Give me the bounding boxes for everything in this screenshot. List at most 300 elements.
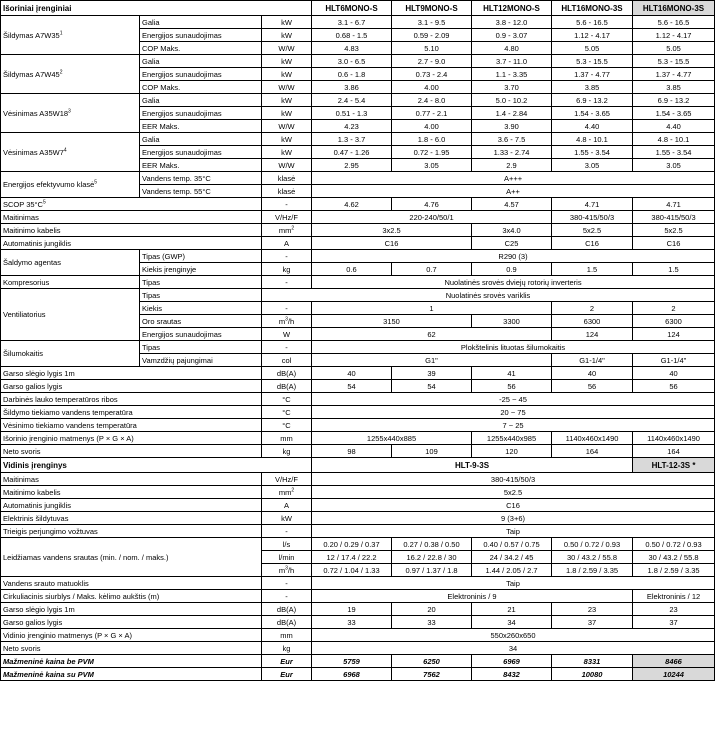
table-row <box>1 538 715 551</box>
param-label: Tipas <box>140 341 262 354</box>
param-label: Energijos sunaudojimas <box>140 29 262 42</box>
value-cell: 6.9 - 13.2 <box>552 94 633 107</box>
value-cell: 30 / 43.2 / 55.8 <box>633 551 715 564</box>
row-label: Vėsinimo tiekiamo vandens temperatūra <box>1 419 262 432</box>
value-cell: 30 / 43.2 / 55.8 <box>552 551 633 564</box>
value-cell: Taip <box>312 577 715 590</box>
unit-cell: l/min <box>262 551 312 564</box>
value-cell: 1.5 <box>552 263 633 276</box>
value-cell: 62 <box>312 328 552 341</box>
row-label: Garso slėgio lygis 1m <box>1 367 262 380</box>
value-cell: 33 <box>312 616 392 629</box>
param-label: Oro srautas <box>140 315 262 328</box>
indoor-section-title: Vidinis įrenginys <box>1 458 312 473</box>
row-label: Maitinimas <box>1 211 262 224</box>
group-label: Šilumokaitis <box>1 341 140 367</box>
unit-cell: W/W <box>262 42 312 55</box>
value-cell: 550x260x650 <box>312 629 715 642</box>
param-label: COP Maks. <box>140 81 262 94</box>
value-cell: 4.80 <box>472 42 552 55</box>
table-row <box>1 276 715 289</box>
value-cell: 1.8 / 2.59 / 3.35 <box>633 564 715 577</box>
value-cell: 3.05 <box>392 159 472 172</box>
value-cell: 0.72 - 1.95 <box>392 146 472 159</box>
value-cell: 0.27 / 0.38 / 0.50 <box>392 538 472 551</box>
param-label: Galia <box>140 94 262 107</box>
table-row <box>1 55 715 68</box>
group-label: Šaldymo agentas <box>1 250 140 276</box>
unit-cell: A <box>262 499 312 512</box>
value-cell: 3.86 <box>312 81 392 94</box>
value-cell: 124 <box>552 328 633 341</box>
value-cell: 1140x460x1490 <box>552 432 633 445</box>
value-cell: 4.00 <box>392 120 472 133</box>
unit-cell: - <box>262 276 312 289</box>
table-row <box>1 616 715 629</box>
value-cell: 5.0 - 10.2 <box>472 94 552 107</box>
value-cell: 19 <box>312 603 392 616</box>
table-row <box>1 172 715 185</box>
unit-cell: W/W <box>262 81 312 94</box>
row-label: Garso galios lygis <box>1 616 262 629</box>
value-cell: 124 <box>633 328 715 341</box>
unit-cell: °C <box>262 419 312 432</box>
value-cell: 4.57 <box>472 198 552 211</box>
unit-cell: W <box>262 328 312 341</box>
price-cell: 8331 <box>552 655 633 668</box>
unit-cell: - <box>262 198 312 211</box>
param-label: Galia <box>140 133 262 146</box>
row-label: Leidžiamas vandens srautas (min. / nom. / maks.) <box>1 538 262 577</box>
value-cell: 1.8 - 6.0 <box>392 133 472 146</box>
value-cell: 33 <box>392 616 472 629</box>
value-cell: 109 <box>392 445 472 458</box>
table-row <box>1 237 715 250</box>
param-label: COP Maks. <box>140 42 262 55</box>
value-cell: 54 <box>312 380 392 393</box>
value-cell: 40 <box>552 367 633 380</box>
unit-cell: kW <box>262 29 312 42</box>
outdoor-header-row <box>1 1 715 16</box>
param-label: Vamzdžių pajungimai <box>140 354 262 367</box>
model-header-highlight: HLT16MONO-3S <box>633 1 715 16</box>
table-row <box>1 629 715 642</box>
model-header-highlight: HLT-12-3S * <box>633 458 715 473</box>
value-cell: 380-415/50/3 <box>633 211 715 224</box>
model-header: HLT9MONO-S <box>392 1 472 16</box>
unit-cell: $m^3/h$ <box>262 315 312 328</box>
value-cell: 2.9 <box>472 159 552 172</box>
value-cell: 5.6 - 16.5 <box>633 16 715 29</box>
value-cell: 3x2.5 <box>312 224 472 237</box>
value-cell: 0.9 <box>472 263 552 276</box>
value-cell: 23 <box>552 603 633 616</box>
unit-cell: kW <box>262 68 312 81</box>
value-cell: 0.47 - 1.26 <box>312 146 392 159</box>
value-cell: 0.68 - 1.5 <box>312 29 392 42</box>
value-cell: 0.50 / 0.72 / 0.93 <box>552 538 633 551</box>
price-label: Mažmeninė kaina su PVM <box>1 668 262 681</box>
group-label: Vėsinimas $A35W18^3$ <box>1 94 140 133</box>
value-cell: 1.1 - 3.35 <box>472 68 552 81</box>
table-row <box>1 473 715 486</box>
value-cell: 34 <box>472 616 552 629</box>
value-cell: A++ <box>312 185 715 198</box>
value-cell: 7 ~ 25 <box>312 419 715 432</box>
value-cell: 0.50 / 0.72 / 0.93 <box>633 538 715 551</box>
table-row <box>1 133 715 146</box>
row-label: Garso slėgio lygis 1m <box>1 603 262 616</box>
table-row <box>1 393 715 406</box>
table-row <box>1 341 715 354</box>
table-row <box>1 367 715 380</box>
value-cell: 5.6 - 16.5 <box>552 16 633 29</box>
value-cell: 1255x440x985 <box>472 432 552 445</box>
param-label: Kiekis <box>140 302 262 315</box>
value-cell: 6300 <box>633 315 715 328</box>
value-cell: 5.3 - 15.5 <box>552 55 633 68</box>
row-label: Trieigis perjungimo vožtuvas <box>1 525 262 538</box>
table-row <box>1 590 715 603</box>
value-cell: C16 <box>552 237 633 250</box>
price-cell: 5759 <box>312 655 392 668</box>
value-cell: 2.4 - 5.4 <box>312 94 392 107</box>
row-label: Elektrinis šildytuvas <box>1 512 262 525</box>
value-cell: 6300 <box>552 315 633 328</box>
unit-cell: mm <box>262 432 312 445</box>
value-cell: 1.4 - 2.84 <box>472 107 552 120</box>
group-label: Šildymas $A7W45^2$ <box>1 55 140 94</box>
value-cell: 4.8 - 10.1 <box>552 133 633 146</box>
param-label: Tipas <box>140 289 262 302</box>
value-cell: 56 <box>552 380 633 393</box>
price-row <box>1 655 715 668</box>
value-cell: R290 (3) <box>312 250 715 263</box>
row-label: Maitinimo kabelis <box>1 224 262 237</box>
value-cell: 120 <box>472 445 552 458</box>
model-header: HLT6MONO-S <box>312 1 392 16</box>
model-header: HLT16MONO-3S <box>552 1 633 16</box>
group-label: Vėsinimas $A35W7^4$ <box>1 133 140 172</box>
value-cell: -25 ~ 45 <box>312 393 715 406</box>
value-cell: 3.1 - 6.7 <box>312 16 392 29</box>
table-row <box>1 198 715 211</box>
table-row <box>1 289 715 302</box>
value-cell: 2.4 - 8.0 <box>392 94 472 107</box>
price-cell: 7562 <box>392 668 472 681</box>
value-cell: 34 <box>312 642 715 655</box>
table-row <box>1 94 715 107</box>
unit-cell: dB(A) <box>262 380 312 393</box>
model-header: HLT-9-3S <box>312 458 633 473</box>
table-row <box>1 406 715 419</box>
value-cell: C16 <box>312 499 715 512</box>
param-label: Energijos sunaudojimas <box>140 107 262 120</box>
price-row <box>1 668 715 681</box>
value-cell: 0.9 - 3.07 <box>472 29 552 42</box>
value-cell: 39 <box>392 367 472 380</box>
value-cell: 3150 <box>312 315 472 328</box>
value-cell: 4.71 <box>633 198 715 211</box>
value-cell: 1.54 - 3.65 <box>552 107 633 120</box>
row-label: Automatinis jungiklis <box>1 499 262 512</box>
value-cell: Nuolatinės srovės variklis <box>262 289 715 302</box>
price-cell-highlight: 8466 <box>633 655 715 668</box>
value-cell: 1255x440x885 <box>312 432 472 445</box>
value-cell: 4.40 <box>552 120 633 133</box>
value-cell: 1 <box>312 302 552 315</box>
unit-cell: °C <box>262 406 312 419</box>
row-label: Šildymo tiekiamo vandens temperatūra <box>1 406 262 419</box>
value-cell: 2 <box>552 302 633 315</box>
value-cell: 4.23 <box>312 120 392 133</box>
value-cell: 0.7 <box>392 263 472 276</box>
param-label: Vandens temp. 35°C <box>140 172 262 185</box>
value-cell: 5.05 <box>633 42 715 55</box>
value-cell: 1.3 - 3.7 <box>312 133 392 146</box>
value-cell: 5x2.5 <box>552 224 633 237</box>
param-label: Energijos sunaudojimas <box>140 146 262 159</box>
value-cell: 20 <box>392 603 472 616</box>
unit-cell: V/Hz/F <box>262 473 312 486</box>
row-label: Vidinio įrenginio matmenys (P × G × A) <box>1 629 262 642</box>
value-cell: A+++ <box>312 172 715 185</box>
value-cell: 0.73 - 2.4 <box>392 68 472 81</box>
param-label: Energijos sunaudojimas <box>140 328 262 341</box>
value-cell: 4.71 <box>552 198 633 211</box>
value-cell: 21 <box>472 603 552 616</box>
value-cell: 37 <box>552 616 633 629</box>
unit-cell: Eur <box>262 655 312 668</box>
unit-cell: kg <box>262 263 312 276</box>
value-cell: 40 <box>312 367 392 380</box>
value-cell: 4.83 <box>312 42 392 55</box>
table-row <box>1 486 715 499</box>
value-cell: 24 / 34.2 / 45 <box>472 551 552 564</box>
value-cell: 23 <box>633 603 715 616</box>
value-cell: 1.33 - 2.74 <box>472 146 552 159</box>
unit-cell: l/s <box>262 538 312 551</box>
value-cell: 3.90 <box>472 120 552 133</box>
value-cell: 4.40 <box>633 120 715 133</box>
value-cell: 54 <box>392 380 472 393</box>
price-cell: 10080 <box>552 668 633 681</box>
table-row <box>1 211 715 224</box>
value-cell: 3.7 - 11.0 <box>472 55 552 68</box>
unit-cell: kW <box>262 133 312 146</box>
value-cell: 1.37 - 4.77 <box>633 68 715 81</box>
value-cell: C16 <box>633 237 715 250</box>
value-cell: 0.20 / 0.29 / 0.37 <box>312 538 392 551</box>
price-cell: 6968 <box>312 668 392 681</box>
param-label: EER Maks. <box>140 159 262 172</box>
value-cell: 1.44 / 2.05 / 2.7 <box>472 564 552 577</box>
value-cell: 5.10 <box>392 42 472 55</box>
value-cell: 1.55 - 3.54 <box>633 146 715 159</box>
table-row <box>1 499 715 512</box>
unit-cell: - <box>262 302 312 315</box>
value-cell: 4.62 <box>312 198 392 211</box>
value-cell: 1.12 - 4.17 <box>552 29 633 42</box>
value-cell: 12 / 17.4 / 22.2 <box>312 551 392 564</box>
value-cell: 0.6 - 1.8 <box>312 68 392 81</box>
value-cell: 1140x460x1490 <box>633 432 715 445</box>
unit-cell: - <box>262 590 312 603</box>
param-label: Vandens temp. 55°C <box>140 185 262 198</box>
value-cell: 3.6 - 7.5 <box>472 133 552 146</box>
table-row <box>1 432 715 445</box>
value-cell: Plokštelinis lituotas šilumokaitis <box>312 341 715 354</box>
unit-cell: °C <box>262 393 312 406</box>
value-cell: 2.7 - 9.0 <box>392 55 472 68</box>
value-cell: 0.59 - 2.09 <box>392 29 472 42</box>
value-cell: 56 <box>633 380 715 393</box>
price-cell: 6969 <box>472 655 552 668</box>
unit-cell: kW <box>262 512 312 525</box>
param-label: Tipas <box>140 276 262 289</box>
value-cell: 380-415/50/3 <box>312 473 715 486</box>
value-cell: 4.76 <box>392 198 472 211</box>
value-cell: 2 <box>633 302 715 315</box>
unit-cell: dB(A) <box>262 603 312 616</box>
unit-cell: - <box>262 577 312 590</box>
value-cell: Nuolatinės srovės dviejų rotorių inverteris <box>312 276 715 289</box>
value-cell: 164 <box>633 445 715 458</box>
value-cell: C16 <box>312 237 472 250</box>
value-cell: 41 <box>472 367 552 380</box>
unit-cell: $m^3/h$ <box>262 564 312 577</box>
group-label: Ventiliatorius <box>1 289 140 341</box>
unit-cell: kW <box>262 16 312 29</box>
unit-cell: kW <box>262 146 312 159</box>
group-label: Šildymas $A7W35^1$ <box>1 16 140 55</box>
unit-cell: dB(A) <box>262 616 312 629</box>
group-label: Energijos efektyvumo klasė$^5$ <box>1 172 140 198</box>
table-row <box>1 16 715 29</box>
value-cell: Elektroninis / 9 <box>312 590 633 603</box>
price-label: Mažmeninė kaina be PVM <box>1 655 262 668</box>
row-label: Cirkuliacinis siurblys / Maks. kėlimo aukštis (m) <box>1 590 262 603</box>
row-label: Išorinio įrenginio matmenys (P × G × A) <box>1 432 262 445</box>
value-cell: 0.97 / 1.37 / 1.8 <box>392 564 472 577</box>
unit-cell: $mm^2$ <box>262 224 312 237</box>
unit-cell: kW <box>262 55 312 68</box>
model-header: HLT12MONO-S <box>472 1 552 16</box>
table-row <box>1 525 715 538</box>
param-label: Energijos sunaudojimas <box>140 68 262 81</box>
param-label: Tipas (GWP) <box>140 250 262 263</box>
value-cell: 0.77 - 2.1 <box>392 107 472 120</box>
row-label: Automatinis jungiklis <box>1 237 262 250</box>
row-label: Vandens srauto matuoklis <box>1 577 262 590</box>
value-cell: 4.8 - 10.1 <box>633 133 715 146</box>
row-label: Maitinimo kabelis <box>1 486 262 499</box>
table-row <box>1 642 715 655</box>
value-cell: 164 <box>552 445 633 458</box>
value-cell: Elektroninis / 12 <box>633 590 715 603</box>
table-row <box>1 380 715 393</box>
indoor-header-row <box>1 458 715 473</box>
unit-cell: kW <box>262 94 312 107</box>
value-cell: 0.72 / 1.04 / 1.33 <box>312 564 392 577</box>
value-cell: 3.8 - 12.0 <box>472 16 552 29</box>
value-cell: 3.85 <box>552 81 633 94</box>
value-cell: G1-1/4" <box>552 354 633 367</box>
value-cell: 0.40 / 0.57 / 0.75 <box>472 538 552 551</box>
value-cell: 5x2.5 <box>312 486 715 499</box>
unit-cell: kg <box>262 445 312 458</box>
param-label: Galia <box>140 55 262 68</box>
price-cell: 6250 <box>392 655 472 668</box>
value-cell: 3.70 <box>472 81 552 94</box>
unit-cell: dB(A) <box>262 367 312 380</box>
table-row <box>1 512 715 525</box>
value-cell: 220-240/50/1 <box>312 211 552 224</box>
value-cell: 1.12 - 4.17 <box>633 29 715 42</box>
row-label: Garso galios lygis <box>1 380 262 393</box>
value-cell: 3.0 - 6.5 <box>312 55 392 68</box>
value-cell: 5.05 <box>552 42 633 55</box>
unit-cell: A <box>262 237 312 250</box>
value-cell: 380-415/50/3 <box>552 211 633 224</box>
value-cell: 16.2 / 22.8 / 30 <box>392 551 472 564</box>
param-label: EER Maks. <box>140 120 262 133</box>
unit-cell: - <box>262 525 312 538</box>
value-cell: 3.05 <box>552 159 633 172</box>
value-cell: 5.3 - 15.5 <box>633 55 715 68</box>
row-label: SCOP $35^\circ C^5$ <box>1 198 262 211</box>
value-cell: 1.8 / 2.59 / 3.35 <box>552 564 633 577</box>
value-cell: 2.95 <box>312 159 392 172</box>
value-cell: 20 ~ 75 <box>312 406 715 419</box>
value-cell: 3x4.0 <box>472 224 552 237</box>
param-label: Kiekis įrenginyje <box>140 263 262 276</box>
table-row <box>1 603 715 616</box>
value-cell: 1.54 - 3.65 <box>633 107 715 120</box>
value-cell: 3.1 - 9.5 <box>392 16 472 29</box>
unit-cell: $mm^2$ <box>262 486 312 499</box>
price-cell: 8432 <box>472 668 552 681</box>
value-cell: 5x2.5 <box>633 224 715 237</box>
value-cell: 1.55 - 3.54 <box>552 146 633 159</box>
param-label: Galia <box>140 16 262 29</box>
table-row <box>1 250 715 263</box>
value-cell: 0.51 - 1.3 <box>312 107 392 120</box>
value-cell: 56 <box>472 380 552 393</box>
value-cell: 3.05 <box>633 159 715 172</box>
value-cell: 37 <box>633 616 715 629</box>
group-label: Kompresorius <box>1 276 140 289</box>
value-cell: G1" <box>312 354 552 367</box>
value-cell: 9 (3+6) <box>312 512 715 525</box>
table-row <box>1 445 715 458</box>
value-cell: G1-1/4" <box>633 354 715 367</box>
unit-cell: kg <box>262 642 312 655</box>
unit-cell: - <box>262 250 312 263</box>
value-cell: 4.00 <box>392 81 472 94</box>
table-row <box>1 224 715 237</box>
row-label: Neto svoris <box>1 642 262 655</box>
unit-cell: kW <box>262 107 312 120</box>
row-label: Maitinimas <box>1 473 262 486</box>
row-label: Darbinės lauko temperatūros ribos <box>1 393 262 406</box>
value-cell: 40 <box>633 367 715 380</box>
value-cell: 3.85 <box>633 81 715 94</box>
value-cell: 1.5 <box>633 263 715 276</box>
value-cell: 98 <box>312 445 392 458</box>
value-cell: 0.6 <box>312 263 392 276</box>
price-cell-highlight: 10244 <box>633 668 715 681</box>
